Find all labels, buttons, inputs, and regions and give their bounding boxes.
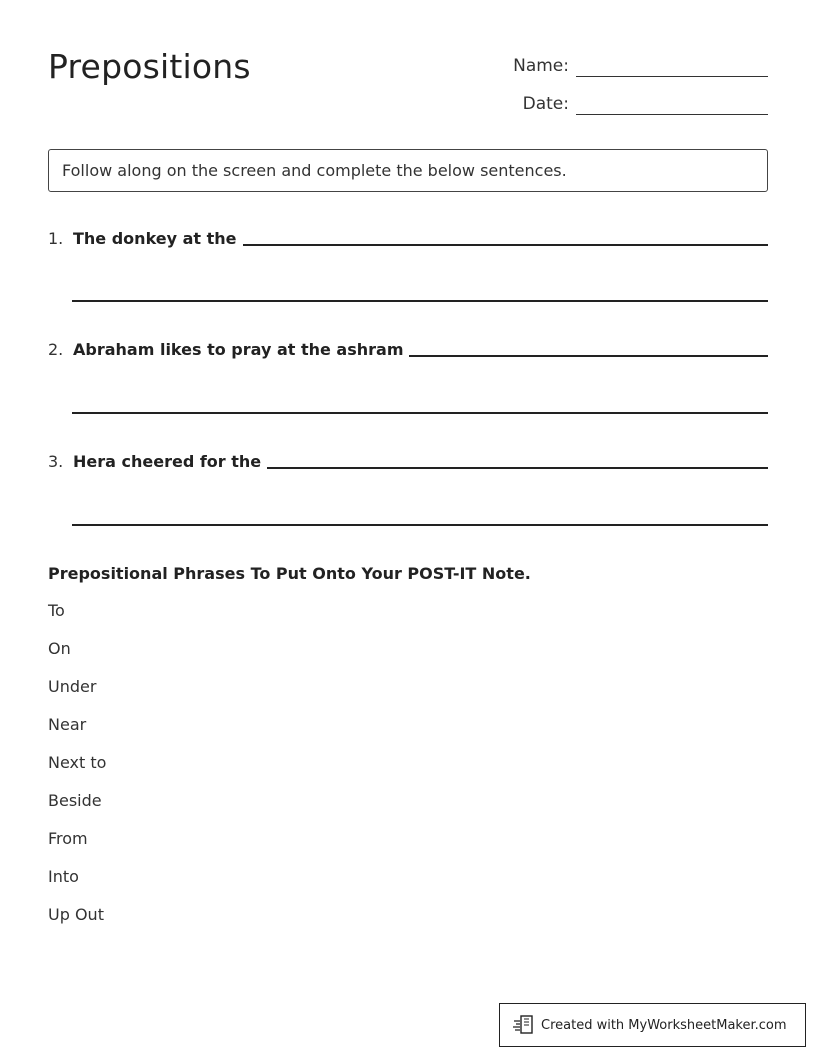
phrase-item: Next to xyxy=(48,753,107,772)
phrase-item: Under xyxy=(48,677,97,696)
phrases-heading: Prepositional Phrases To Put Onto Your POST-IT Note. xyxy=(48,564,531,583)
question-blank xyxy=(243,228,768,246)
name-field xyxy=(513,52,768,77)
question-3 xyxy=(48,451,768,471)
date-label: Date: xyxy=(522,94,569,114)
phrase-item: From xyxy=(48,829,88,848)
date-field xyxy=(523,90,768,115)
question-blank xyxy=(267,451,768,469)
phrase-item: Into xyxy=(48,867,79,886)
answer-line-2 xyxy=(72,412,768,414)
name-line xyxy=(576,52,768,77)
question-2 xyxy=(48,339,768,359)
answer-line-3 xyxy=(72,524,768,526)
instructions-box xyxy=(48,149,768,192)
question-number: 3. xyxy=(48,452,64,471)
credit-badge[interactable] xyxy=(499,1003,806,1047)
question-blank xyxy=(409,339,768,357)
instructions-text: Follow along on the screen and complete the below sentences. xyxy=(62,161,567,180)
question-text: Abraham likes to pray at the ashram xyxy=(73,340,404,359)
credit-text: Created with MyWorksheetMaker.com xyxy=(541,1017,787,1033)
phrase-item: Near xyxy=(48,715,87,734)
phrase-item: On xyxy=(48,639,71,658)
answer-line-1 xyxy=(72,300,768,302)
phrase-list xyxy=(48,600,106,942)
page-title: Prepositions xyxy=(48,47,251,86)
question-text: Hera cheered for the xyxy=(73,452,262,471)
phrase-item: Beside xyxy=(48,791,102,810)
date-line xyxy=(576,90,768,115)
question-text: The donkey at the xyxy=(73,229,237,248)
phrase-item: Up Out xyxy=(48,905,104,924)
worksheet-logo-icon xyxy=(512,1013,536,1037)
phrase-item: To xyxy=(48,601,65,620)
name-label: Name: xyxy=(513,56,569,76)
question-1 xyxy=(48,228,768,248)
question-number: 1. xyxy=(48,229,64,248)
question-number: 2. xyxy=(48,340,64,359)
